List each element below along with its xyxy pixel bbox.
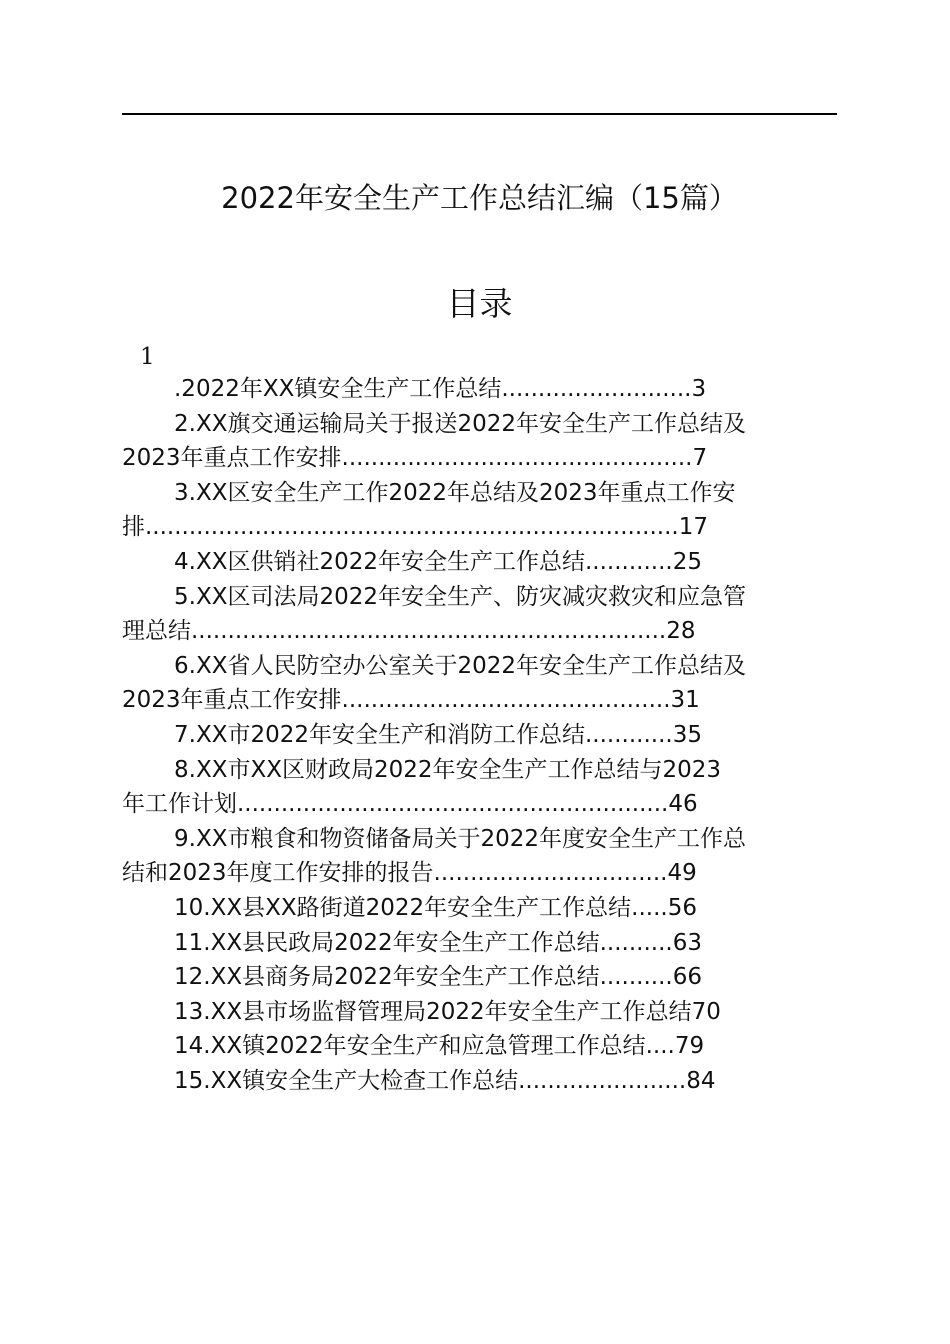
toc-entry-text-continued: 结和2023年度工作安排的报告................................49 bbox=[122, 860, 697, 887]
toc-heading: 目录 bbox=[446, 284, 513, 323]
toc-entry-9[interactable] bbox=[122, 822, 852, 891]
toc-entry-10[interactable] bbox=[122, 891, 852, 926]
toc-entry-text-continued: 2023年重点工作安排.............................................31 bbox=[122, 687, 700, 714]
toc-entry-13[interactable] bbox=[122, 995, 852, 1030]
toc-entry-7[interactable] bbox=[122, 718, 852, 753]
toc-entry-text-continued: 排.........................................................................17 bbox=[122, 514, 708, 541]
toc-entry-11[interactable] bbox=[122, 926, 852, 961]
toc-entry-text: 4.XX区供销社2022年安全生产工作总结............25 bbox=[174, 548, 702, 575]
toc-entry-text: 10.XX县XX路街道2022年安全生产工作总结.....56 bbox=[174, 894, 697, 921]
toc-entry-text-continued: 2023年重点工作安排................................................7 bbox=[122, 445, 708, 472]
toc-entry-text-continued: 年工作计划...........................................................46 bbox=[122, 791, 698, 818]
toc-entry-14[interactable] bbox=[122, 1029, 852, 1064]
toc-entry-text: 11.XX县民政局2022年安全生产工作总结..........63 bbox=[174, 929, 703, 956]
toc-entry-text: 6.XX省人民防空办公室关于2022年安全生产工作总结及 bbox=[174, 652, 746, 679]
toc-entry-4[interactable] bbox=[122, 545, 852, 580]
toc-entry-text: 14.XX镇2022年安全生产和应急管理工作总结....79 bbox=[174, 1033, 705, 1060]
toc-entry-text: 12.XX县商务局2022年安全生产工作总结..........66 bbox=[174, 964, 703, 991]
toc-entry-2[interactable] bbox=[122, 407, 852, 476]
toc-entry-text: 15.XX镇安全生产大检查工作总结.......................84 bbox=[174, 1067, 716, 1094]
toc-entry-15[interactable] bbox=[122, 1064, 852, 1099]
toc-entry-text: 3.XX区安全生产工作2022年总结及2023年重点工作安 bbox=[174, 479, 736, 506]
toc-entry-3[interactable] bbox=[122, 476, 852, 545]
table-of-contents bbox=[122, 372, 852, 1098]
toc-entry-5[interactable] bbox=[122, 580, 852, 649]
toc-entry-1[interactable] bbox=[122, 372, 852, 407]
toc-entry-6[interactable] bbox=[122, 649, 852, 718]
toc-entry-text: 7.XX市2022年安全生产和消防工作总结............35 bbox=[174, 721, 702, 748]
toc-entry-text-continued: 理总结.................................................................28 bbox=[122, 618, 696, 645]
toc-entry-text: 8.XX市XX区财政局2022年安全生产工作总结与2023 bbox=[174, 756, 722, 783]
toc-entry-text: 9.XX市粮食和物资储备局关于2022年度安全生产工作总 bbox=[174, 825, 746, 852]
toc-entry-8[interactable] bbox=[122, 753, 852, 822]
document-title: 2022年安全生产工作总结汇编（15篇） bbox=[221, 181, 738, 215]
toc-entry-12[interactable] bbox=[122, 960, 852, 995]
header-rule bbox=[122, 113, 837, 115]
toc-entry-text: 2.XX旗交通运输局关于报送2022年安全生产工作总结及 bbox=[174, 410, 746, 437]
toc-entry-text: .2022年XX镇安全生产工作总结..........................3 bbox=[174, 376, 707, 402]
list-number: 1 bbox=[140, 344, 155, 370]
toc-entry-text: 13.XX县市场监督管理局2022年安全生产工作总结70 bbox=[174, 998, 721, 1025]
toc-entry-text: 5.XX区司法局2022年安全生产、防灾减灾救灾和应急管 bbox=[174, 583, 746, 610]
